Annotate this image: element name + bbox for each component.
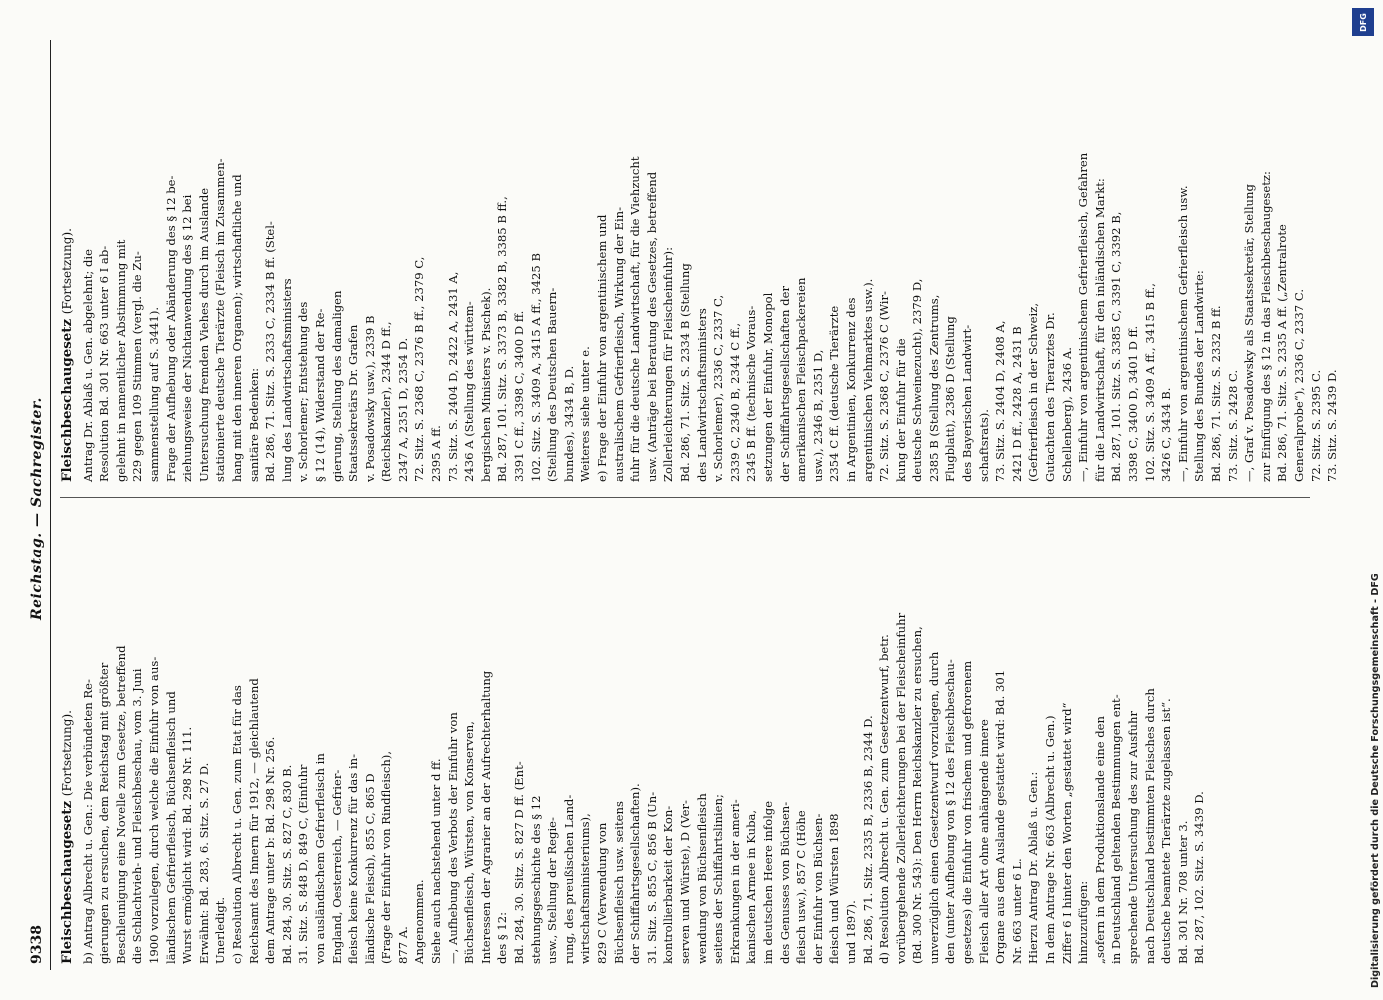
left-column-line: Fleisch aller Art ohne anhängende innere: [976, 719, 991, 964]
left-heading-text: Fleischbeschaugesetz: [59, 800, 75, 964]
right-column-line: —, Einfuhr von argentinischem Gefrierfleisch, Gefahren: [1076, 152, 1091, 482]
right-column: [60, 42, 1342, 482]
right-column-line: ziehungsweise der Nichtanwendung des § 12 bei: [180, 194, 195, 482]
left-column-line: wirtschaftsministeriums),: [578, 813, 593, 964]
left-column-line: des § 12:: [495, 911, 510, 964]
right-column-line: für die Landwirtschaft, für den inländischen Markt:: [1092, 178, 1107, 482]
right-column-line: gierung, Stellung des damaligen: [329, 290, 344, 482]
left-column-heading: [60, 524, 75, 964]
right-column-line: Bd. 286, 71. Sitz. S. 2333 C, 2334 B ff. (Stel-: [263, 221, 278, 482]
running-title: Reichstag. — Sachregister.: [29, 397, 45, 620]
right-column-line: 72. Sitz. S. 2395 C.: [1308, 369, 1323, 482]
right-column-line: deutsche Schweinezucht), 2379 D,: [910, 278, 925, 482]
left-column-line: 31. Sitz. S. 848 D, 849 C, (Einfuhr: [296, 764, 311, 964]
left-column-line: stehungsgeschichte des § 12: [528, 795, 543, 964]
right-heading-continuation: (Fortsetzung).: [60, 228, 74, 315]
right-column-line: der Schiffahrtsgesellschaften der: [777, 285, 792, 482]
right-column-line: 2345 B ff. (technische Voraus-: [744, 305, 759, 482]
left-column-line: Beschleunigung eine Novelle zum Gesetze, betreffend: [113, 645, 128, 964]
left-column-line: Bd. 287, 102. Sitz. S. 3439 D.: [1192, 791, 1207, 964]
left-column-line: fleisch usw.), 857 C (Höhe: [794, 810, 809, 964]
right-column-line: 72. Sitz. S. 2368 C, 2376 B ff., 2379 C,: [412, 256, 427, 482]
left-column-line: usw., Stellung der Regie-: [545, 817, 560, 964]
left-column-line: fleisch und Würsten 1898: [827, 813, 842, 964]
right-column-line: in Argentinien, Konkurrenz des: [843, 297, 858, 482]
right-column-line: Staatssekretärs Dr. Grafen: [346, 324, 361, 482]
left-column-line: Nr. 663 unter 6 L.: [1009, 858, 1024, 964]
digitization-stamp: [1346, 8, 1381, 992]
right-column-line: lung des Landwirtschaftsministers: [279, 278, 294, 482]
right-column-line: argentinischen Viehmarktes usw.).: [860, 278, 875, 482]
right-column-line: (Gefrierfleisch in der Schweiz,: [1026, 302, 1041, 482]
right-column-line: Zollerleichterungen für Fleischeinfuhr):: [661, 247, 676, 482]
right-column-line: 102. Sitz. S. 3409 A, 3415 A ff., 3425 B: [528, 253, 543, 482]
right-column-line: v. Posadowsky usw.), 2339 B: [362, 315, 377, 482]
running-head: [26, 30, 52, 970]
left-column-line: 31. Sitz. S. 855 C, 856 B (Un-: [644, 791, 659, 964]
left-column-line: deutsche beamtete Tierärzte zugelassen ist“.: [1159, 698, 1174, 964]
left-column: [60, 524, 1209, 964]
left-column-line: vorübergehende Zollerleichterungen bei der Fleischeinfuhr: [893, 612, 908, 964]
right-column-line: bergischen Ministers v. Pischek).: [478, 287, 493, 482]
right-column-line: Gutachten des Tierarztes Dr.: [1043, 312, 1058, 482]
right-column-line: 2395 A ff.: [429, 425, 444, 482]
left-column-line: —, Aufhebung des Verbots der Einfuhr von: [445, 712, 460, 964]
left-column-line: (Bd. 300 Nr. 543): Den Herrn Reichskanzler zu ersuchen,: [910, 626, 925, 964]
left-column-line: Wurst ermöglicht wird: Bd. 298 Nr. 111.: [180, 726, 195, 964]
right-column-line: 2421 D ff., 2428 A, 2431 B: [1009, 326, 1024, 482]
right-column-line: des Landwirtschaftsministers: [694, 308, 709, 482]
right-column-line: usw. (Anträge bei Beratung des Gesetzes, betreffend: [644, 171, 659, 482]
left-column-line: in Deutschland geltenden Bestimmungen ent-: [1109, 694, 1124, 964]
right-column-line: sanitäre Bedenken:: [246, 367, 261, 482]
right-column-line: schaftsrats).: [976, 409, 991, 482]
left-column-line: der Schiffahrtsgesellschaften).: [628, 783, 643, 964]
left-column-line: Organe aus dem Auslande gestattet wird: Bd. 301: [993, 669, 1008, 964]
right-column-line: Generalprobe“), 2336 C, 2337 C.: [1291, 288, 1306, 482]
left-column-line: kanischen Armee in Kuba,: [744, 809, 759, 964]
left-column-line: (Frage der Einfuhr von Rindfleisch),: [379, 750, 394, 964]
right-column-line: v. Schorlemer), 2336 C, 2337 C,: [711, 294, 726, 482]
right-column-line: gelehnt in namentlicher Abstimmung mit: [113, 239, 128, 482]
right-column-line: 2385 B (Stellung des Zentrums,: [926, 294, 941, 482]
left-column-line: Angenommen.: [412, 879, 427, 964]
right-column-line: bundes), 3434 B, D.: [561, 365, 576, 482]
left-column-line: c) Resolution Albrecht u. Gen. zum Etat für das: [229, 685, 244, 964]
left-column-line: Büchsenfleisch usw. seitens: [611, 801, 626, 964]
left-column-line: Ziffer 6 I hinter den Worten „gestattet wird“: [1059, 702, 1074, 964]
left-column-line: Bd. 286, 71. Sitz. 2335 B, 2336 B, 2344 D.: [860, 715, 875, 964]
left-column-line: Unerledigt.: [213, 896, 228, 964]
right-column-line: stationierte deutsche Tierärzte (Fleisch im Zusammen-: [213, 158, 228, 482]
right-column-line: —, Einfuhr von argentinischem Gefrierfleisch usw.: [1175, 185, 1190, 482]
left-column-line: ländische Fleisch), 855 C, 865 D: [362, 773, 377, 964]
right-column-line: Schellenberg), 2436 A.: [1059, 347, 1074, 482]
left-column-line: hinzuzufügen:: [1076, 880, 1091, 964]
left-column-line: Bd. 301 Nr. 708 unter 3.: [1175, 820, 1190, 964]
right-column-line: des Bayerischen Landwirt-: [960, 324, 975, 482]
left-column-line: unverzüglich einen Gesetzentwurf vorzulegen, durch: [926, 651, 941, 964]
left-column-line: 1900 vorzulegen, durch welche die Einfuhr von aus-: [146, 656, 161, 964]
left-column-line: „sofern in dem Produktionslande eine den: [1092, 716, 1107, 964]
right-column-line: usw.), 2346 B, 2351 D,: [810, 349, 825, 482]
right-column-line: e) Frage der Einfuhr von argentinischem und: [595, 214, 609, 482]
rotated-text-page: [26, 30, 1356, 970]
right-heading-text: Fleischbeschaugesetz: [59, 318, 75, 482]
right-column-line: kung der Einfuhr für die: [893, 338, 908, 482]
left-column-line: die Schlachtvieh- und Fleischbeschau, vom 3. Juni: [130, 668, 145, 964]
right-column-line: v. Schorlemer; Entstehung des: [296, 301, 311, 482]
left-column-line: dem Antrage unter b: Bd. 298 Nr. 256.: [263, 736, 278, 964]
right-column-line: 73. Sitz. S. 2404 D, 2408 A,: [993, 320, 1008, 482]
right-column-line: 73. Sitz. S. 2428 C.: [1225, 369, 1240, 482]
right-column-line: Flugblatt), 2386 D (Stellung: [943, 316, 958, 482]
right-column-line: Frage der Aufhebung oder Abänderung des § 12 be-: [163, 175, 178, 482]
left-column-line: nach Deutschland bestimmten Fleisches durch: [1142, 688, 1157, 964]
right-column-line: 73. Sitz. S. 2439 D.: [1325, 369, 1340, 482]
right-column-line: sammenstellung auf S. 3441).: [146, 306, 161, 482]
left-column-line: b) Antrag Albrecht u. Gen.: Die verbündeten Re-: [80, 679, 95, 964]
right-column-line: 3426 C, 3434 B.: [1159, 387, 1174, 482]
left-column-line: im deutschen Heere infolge: [760, 800, 775, 964]
right-column-line: 72. Sitz. S. 2368 C, 2376 C (Wir-: [877, 291, 892, 482]
left-column-line: des Genusses von Büchsen-: [777, 801, 792, 964]
right-column-line: amerikanischen Fleischpackereien: [794, 277, 809, 482]
right-column-line: setzungen der Einfuhr, Monopol: [760, 292, 775, 482]
right-column-line: Bd. 286, 71. Sitz. S. 2334 B (Stellung: [677, 263, 692, 482]
left-column-line: gesetzes) die Einfuhr von frischem und gefrorenem: [960, 660, 975, 964]
left-column-line: Erkrankungen in der ameri-: [727, 799, 742, 964]
right-column-line: 2354 C ff. (deutsche Tierärzte: [827, 305, 842, 482]
left-column-line: rung, des preußischen Land-: [561, 794, 576, 964]
right-column-line: (Reichskanzler), 2344 D ff.,: [379, 321, 394, 482]
right-column-line: 2436 A (Stellung des württem-: [462, 301, 477, 482]
right-column-line: Bd. 287, 101. Sitz. S. 3373 B, 3382 B, 3385 B ff.,: [495, 196, 510, 482]
left-column-line: wendung von Büchsenfleisch: [694, 793, 709, 964]
right-column-line: 102. Sitz. S. 3409 A ff., 3415 B ff.,: [1142, 283, 1157, 482]
left-column-line: Bd. 284, 30. Sitz. S. 827 C, 830 B.: [279, 764, 294, 964]
left-column-line: serven und Würste), D (Ver-: [677, 800, 692, 964]
left-column-line: und 1897).: [843, 900, 858, 964]
right-column-line: Bd. 287, 101. Sitz. S. 3385 C, 3391 C, 3392 B,: [1109, 211, 1124, 482]
dfg-logo-text: DFG: [1358, 12, 1368, 32]
header-rule: [50, 40, 51, 970]
right-column-line: 2347 A, 2351 D, 2354 D.: [395, 337, 410, 482]
page-number: 9338: [29, 925, 45, 964]
right-column-heading: [60, 42, 75, 482]
digitization-stamp-text: Digitalisierung gefördert durch die Deutsche Forschungsgemeinschaft - DFG: [1370, 573, 1381, 988]
column-divider: [60, 497, 1310, 498]
right-column-line: Resolution Bd. 301 Nr. 663 unter 6 I ab-: [97, 245, 112, 482]
left-column-line: d) Resolution Albrecht u. Gen. zum Gesetzentwurf, betr.: [877, 634, 892, 964]
right-column-line: 229 gegen 109 Stimmen (vergl. die Zu-: [130, 251, 145, 482]
left-column-line: fleisch keine Konkurrenz für das in-: [346, 753, 361, 964]
left-column-line: Bd. 284, 30. Sitz. S. 827 D ff. (Ent-: [512, 761, 527, 964]
left-column-line: gierungen zu ersuchen, dem Reichstag mit größter: [97, 662, 112, 964]
right-column-line: (Stellung des Deutschen Bauern-: [545, 287, 560, 482]
right-column-line: 3398 C, 3400 D, 3401 D ff.: [1126, 325, 1140, 482]
left-column-line: Erwähnt: Bd. 283, 6. Sitz. S. 27 D.: [196, 762, 211, 964]
left-column-line: England, Oesterreich, — Gefrier-: [329, 769, 344, 964]
left-column-line: Interessen der Agrarier an der Aufrechterhaltung: [478, 670, 493, 964]
right-column-line: 2339 C, 2340 B, 2344 C ff.,: [727, 322, 742, 482]
right-column-line: —, Graf v. Posadowsky als Staatssekretär, Stellung: [1242, 184, 1257, 482]
left-column-line: 877 A.: [395, 926, 410, 964]
right-column-line: hang mit den inneren Organen); wirtschaftliche und: [229, 174, 244, 482]
right-column-line: zur Einfügung des § 12 in das Fleischbeschaugesetz:: [1258, 171, 1273, 482]
left-column-line: ländischem Gefrierfleisch, Büchsenfleisch und: [163, 691, 178, 964]
left-column-line: der Einfuhr von Büchsen-: [810, 813, 825, 964]
left-column-line: 829 C (Verwendung von: [595, 822, 609, 964]
left-column-line: sprechende Untersuchung des zur Ausfuhr: [1126, 710, 1140, 964]
right-column-line: fuhr für die deutsche Landwirtschaft, für die Viehzucht: [628, 156, 643, 482]
left-column-line: Hierzu Antrag Dr. Ablaß u. Gen.:: [1026, 771, 1041, 964]
right-column-line: Antrag Dr. Ablaß u. Gen. abgelehnt; die: [80, 249, 95, 482]
right-column-line: § 12 (14), Widerstand der Re-: [312, 308, 327, 482]
left-column-line: von ausländischem Gefrierfleisch in: [312, 753, 327, 964]
left-column-line: seitens der Schiffahrtslinien;: [711, 794, 726, 964]
right-column-line: Untersuchung fremden Viehes durch im Auslande: [196, 187, 211, 482]
right-column-line: Weiteres siehe unter e.: [578, 346, 593, 482]
right-column-line: 73. Sitz. S. 2404 D, 2422 A, 2431 A,: [445, 271, 460, 482]
right-column-line: Bd. 286, 71. Sitz. S. 2332 B ff.: [1208, 305, 1223, 482]
right-column-line: australischem Gefrierfleisch, Wirkung der Ein-: [611, 206, 626, 482]
left-column-line: Reichsamt des Innern für 1912, — gleichlautend: [246, 678, 261, 964]
right-column-line: Bd. 286, 71. Sitz. S. 2335 A ff. („Zentralrote: [1275, 224, 1290, 482]
left-column-line: Siehe auch nachstehend unter d ff.: [429, 758, 444, 964]
right-column-line: Stellung des Bundes der Landwirte:: [1192, 270, 1207, 482]
left-heading-continuation: (Fortsetzung).: [60, 710, 74, 797]
left-column-line: In dem Antrage Nr. 663 (Albrecht u. Gen.): [1043, 715, 1058, 964]
left-column-line: den (unter Aufhebung von § 12 des Fleischbeschau-: [943, 659, 958, 964]
right-column-line: 3391 C ff., 3398 C, 3400 D ff.: [512, 310, 527, 482]
left-column-line: kontrollierbarkeit der Kon-: [661, 805, 676, 964]
left-column-line: Büchsenfleisch, Würsten, von Konserven,: [462, 721, 477, 964]
